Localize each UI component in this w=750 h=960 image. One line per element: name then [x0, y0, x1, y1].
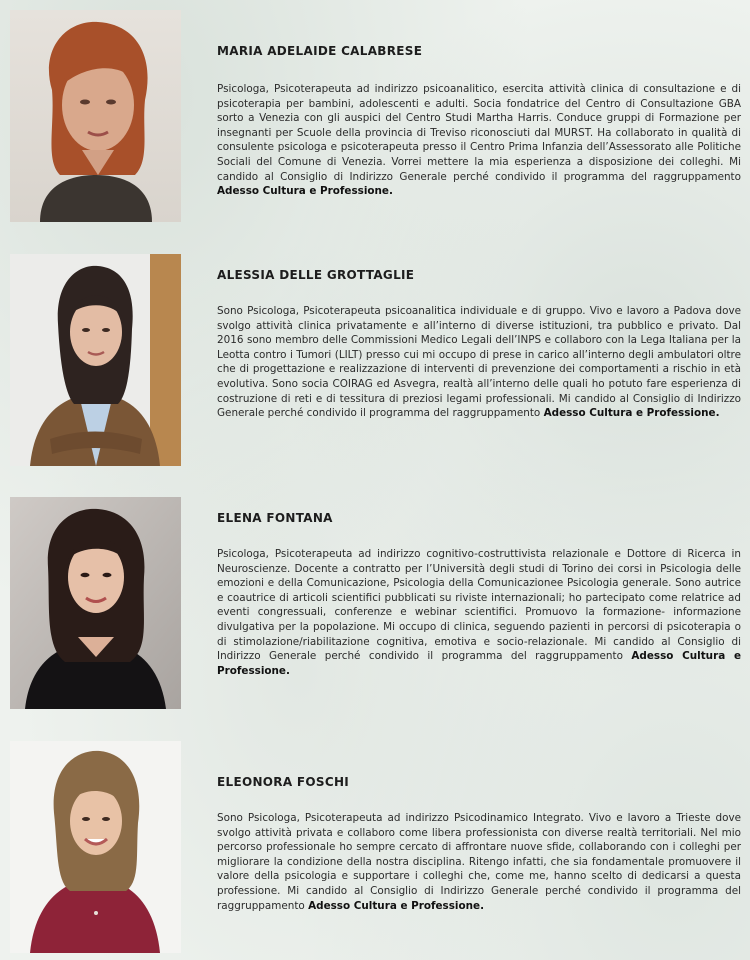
group-name: Adesso Cultura e Professione.: [217, 650, 741, 677]
candidate-photo: [10, 741, 181, 953]
candidate-name: MARIA ADELAIDE CALABRESE: [217, 44, 423, 58]
candidate-bio: Psicologa, Psicoterapeuta ad indirizzo psicoanalitico, esercita attività clinica di consultazione e di psicoterapia per bambini, adolescenti e adulti. Socia fondatrice del Centro di Consultazione GBA sorto a Venezia con gli auspici del Centro Studi Martha Harris. Conduce gruppi di Formazione per insegnanti per Scuole della provincia di Treviso riconosciuti dal MURST. Ha collaborato in qualità di consulente psicologa e psicoterapeuta presso il Centro Prima Infanzia dell’Assessorato alle Politiche Sociali del Comune di Venezia. Vorrei mettere la mia esperienza a disposizione dei colleghi. Mi candido al Consiglio di Indirizzo Generale perché condivido il programma del raggruppamento Adesso Cultura e Professione.: [217, 83, 741, 198]
candidate-photo: [10, 254, 181, 466]
candidate-name: ELENA FONTANA: [217, 511, 333, 525]
candidate-bio: Sono Psicologa, Psicoterapeuta ad indirizzo Psicodinamico Integrato. Vivo e lavoro a Trieste dove svolgo attività privata e collaboro come libera professionista con diverse realtà territoriali. Nel mio percorso professionale ho sempre cercato di affrontare nuove sfide, collaborando con i colleghi per migliorare la condizione della nostra disciplina. Ritengo infatti, che sia fondamentale promuovere il valore della psicologia e supportare i colleghi che, come me, hanno scelto di dedicarsi a questa professione. Mi candido al Consiglio di Indirizzo Generale perché condivido il programma del raggruppamento Adesso Cultura e Professione.: [217, 812, 741, 912]
candidate-photo: [10, 10, 181, 222]
candidate-name: ELEONORA FOSCHI: [217, 775, 350, 789]
group-name: Adesso Cultura e Professione.: [217, 185, 393, 198]
candidate-bio: Sono Psicologa, Psicoterapeuta psicoanalitica individuale e di gruppo. Vivo e lavoro a Padova dove svolgo attività clinica privatamente e all’interno di diverse istituzioni, tra pubblico e privato. Dal 2016 sono membro delle Commissioni Medico Legali dell’INPS e collaboro con la Lega Italiana per la Leotta contro i Tumori (LILT) presso cui mi occupo di prese in carico all’interno degli ambulatori oltre che di progettazione e realizzazione di interventi di prevenzione dei comportamenti a rischio in età evolutiva. Sono socia COIRAG ed Asvegra, realtà all’interno delle quali ho potuto fare esperienza di costruzione di reti e di tessitura di preziosi legami professionali. Mi candido al Consiglio di Indirizzo Generale perché condivido il programma del raggruppamento Adesso Cultura e Professione.: [217, 305, 741, 420]
candidate-bio: Psicologa, Psicoterapeuta ad indirizzo cognitivo-costruttivista relazionale e Dottore di Ricerca in Neuroscienze. Docente a contratto per l’Università degli studi di Torino dei corsi in Psicologia delle emozioni e della Comunicazione, Psicologia della Comunicazionee Psicologia generale. Sono autrice e coautrice di articoli scientifici pubblicati su riviste internazionali; ho partecipato come relatrice ad eventi congressuali, conferenze e webinar scientifici. Promuovo la formazione- informazione divulgativa per la popolazione. Mi occupo di clinica, seguendo pazienti in percorsi di psicoterapia o di stimolazione/riabilitazione cognitiva, emotiva e socio-relazionale. Mi candido al Consiglio di Indirizzo Generale perché condivido il programma del raggruppamento Adesso Cultura e Professione.: [217, 548, 741, 677]
candidate-name: ALESSIA DELLE GROTTAGLIE: [217, 268, 415, 282]
group-name: Adesso Cultura e Professione.: [543, 407, 720, 420]
group-name: Adesso Cultura e Professione.: [308, 899, 485, 912]
candidate-photo: [10, 497, 181, 709]
